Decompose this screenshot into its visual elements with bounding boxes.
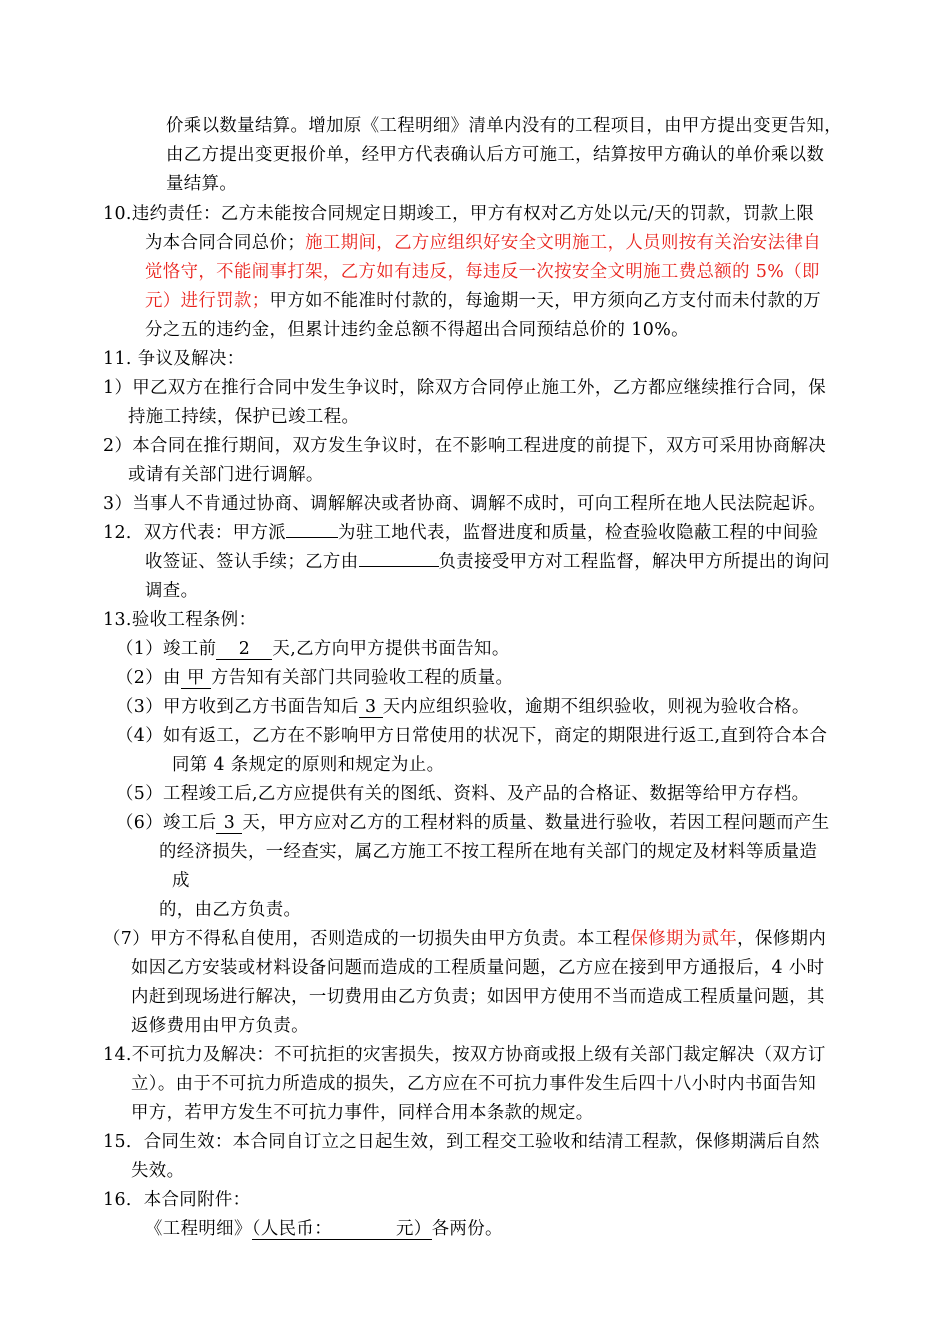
text-segment: ，保修期内 — [737, 929, 827, 949]
highlighted-text: 觉恪守，不能闹事打架，乙方如有违反，每违反一次按安全文明施工费总额的 5%（即 — [145, 262, 820, 282]
amount-field — [252, 1219, 432, 1240]
text-line: 返修费用由甲方负责。 — [131, 1016, 309, 1036]
text-line — [145, 551, 830, 573]
text-line: 内赶到现场进行解决，一切费用由乙方负责；如因甲方使用不当而造成工程质量问题，其 — [131, 987, 825, 1007]
text-line: （4）如有返工，乙方在不影响甲方日常使用的状况下，商定的期限进行返工,直到符合本合 — [116, 726, 828, 746]
text-line — [145, 232, 821, 254]
text-line: 量结算。 — [166, 174, 238, 194]
text-line — [116, 638, 510, 660]
text-segment: （3）甲方收到乙方书面告知后 — [116, 697, 359, 717]
text-segment: （7）甲方不得私自使用，否则造成的一切损失由甲方负责。本工程 — [103, 929, 631, 949]
text-line: 或请有关部门进行调解。 — [128, 465, 324, 485]
text-line: 3）当事人不肯通过协商、调解解决或者协商、调解不成时，可向工程所在地人民法院起诉。 — [103, 494, 827, 514]
text-segment: 甲方如不能准时付款的，每逾期一天，甲方须向乙方支付而未付款的万 — [269, 291, 822, 311]
clause-11-heading: 11. 争议及解决： — [103, 349, 245, 369]
text-segment: 各两份。 — [431, 1219, 503, 1239]
highlighted-text: 元）进行罚款； — [145, 291, 270, 311]
highlighted-text: 施工期间，乙方应组织好安全文明施工，人员则按有关治安法律自 — [305, 233, 822, 253]
text-segment: （6）竣工后 — [116, 813, 217, 833]
text-line: 持施工持续，保护已竣工程。 — [128, 407, 360, 427]
clause-12-heading — [103, 522, 818, 544]
clause-14-heading: 14.不可抗力及解决：不可抗拒的灾害损失，按双方协商或报上级有关部门裁定解决（双方订 — [103, 1045, 826, 1065]
text-line: 的，由乙方负责。 — [159, 900, 302, 920]
clause-16-heading: 16．本合同附件： — [103, 1190, 251, 1210]
text-line: 1）甲乙双方在推行合同中发生争议时，除双方合同停止施工外，乙方都应继续推行合同，保 — [103, 378, 827, 398]
text-segment: 负责接受甲方对工程监督，解决甲方所提出的询问 — [438, 552, 830, 572]
text-line: 由乙方提出变更报价单，经甲方代表确认后方可施工，结算按甲方确认的单价乘以数 — [166, 145, 825, 165]
text-line: 如因乙方安装或材料设备问题而造成的工程质量问题，乙方应在接到甲方通报后，4 小时 — [131, 958, 825, 978]
filled-field: 甲 — [181, 668, 211, 689]
blank-field — [359, 566, 439, 567]
filled-field: 3 — [216, 813, 242, 834]
text-segment: 天,乙方向甲方提供书面告知。 — [272, 639, 510, 659]
filled-field: 2 — [216, 639, 272, 660]
text-segment: （2）由 — [116, 668, 181, 688]
text-segment: 方告知有关部门共同验收工程的质量。 — [210, 668, 514, 688]
text-line: 调查。 — [145, 581, 199, 601]
text-segment: 12．双方代表：甲方派 — [103, 523, 287, 543]
text-segment: 天，甲方应对乙方的工程材料的质量、数量进行验收，若因工程问题而产生 — [242, 813, 830, 833]
highlighted-text: 保修期为贰年 — [630, 929, 738, 949]
clause-10-heading: 10.违约责任：乙方未能按合同规定日期竣工，甲方有权对乙方处以元/天的罚款，罚款上限 — [103, 204, 815, 224]
text-line: 同第 4 条规定的原则和规定为止。 — [172, 755, 445, 775]
text-segment: 天内应组织验收，逾期不组织验收，则视为验收合格。 — [382, 697, 810, 717]
text-line — [145, 290, 821, 312]
text-line: 价乘以数量结算。增加原《工程明细》清单内没有的工程项目，由甲方提出变更告知， — [166, 116, 843, 136]
clause-15-heading: 15．合同生效：本合同自订立之日起生效，到工程交工验收和结清工程款，保修期满后自然 — [103, 1132, 820, 1152]
text-line: 甲方，若甲方发生不可抗力事件，同样合用本条款的规定。 — [131, 1103, 594, 1123]
text-segment: （1）竣工前 — [116, 639, 217, 659]
text-line — [116, 667, 513, 689]
clause-13-heading: 13.验收工程条例： — [103, 610, 257, 630]
filled-field: 3 — [359, 697, 383, 718]
text-line — [116, 812, 830, 834]
amount-unit: 元） — [396, 1219, 432, 1239]
text-line: 成 — [172, 871, 190, 891]
text-line: 立）。由于不可抗力所造成的损失，乙方应在不可抗力事件发生后四十八小时内书面告知 — [131, 1074, 817, 1094]
text-line: 的经济损失，一经查实，属乙方施工不按工程所在地有关部门的规定及材料等质量造 — [159, 842, 818, 862]
amount-label: （人民币： — [251, 1219, 333, 1239]
text-line — [103, 928, 826, 950]
text-segment: 为本合同合同总价； — [145, 233, 306, 253]
text-segment: 为驻工地代表，监督进度和质量，检查验收隐蔽工程的中间验 — [338, 523, 819, 543]
text-segment: 《工程明细》 — [145, 1219, 252, 1239]
text-line — [145, 1218, 503, 1240]
text-segment: 收签证、签认手续；乙方由 — [145, 552, 359, 572]
text-line: 分之五的违约金，但累计违约金总额不得超出合同预结总价的 10%。 — [145, 320, 689, 340]
text-line: 失效。 — [131, 1161, 185, 1181]
text-line — [116, 696, 810, 718]
text-line: （5）工程竣工后,乙方应提供有关的图纸、资料、及产品的合格证、数据等给甲方存档。 — [116, 784, 810, 804]
blank-field — [286, 537, 338, 538]
text-line: 2）本合同在推行期间，双方发生争议时，在不影响工程进度的前提下，双方可采用协商解决 — [103, 436, 827, 456]
